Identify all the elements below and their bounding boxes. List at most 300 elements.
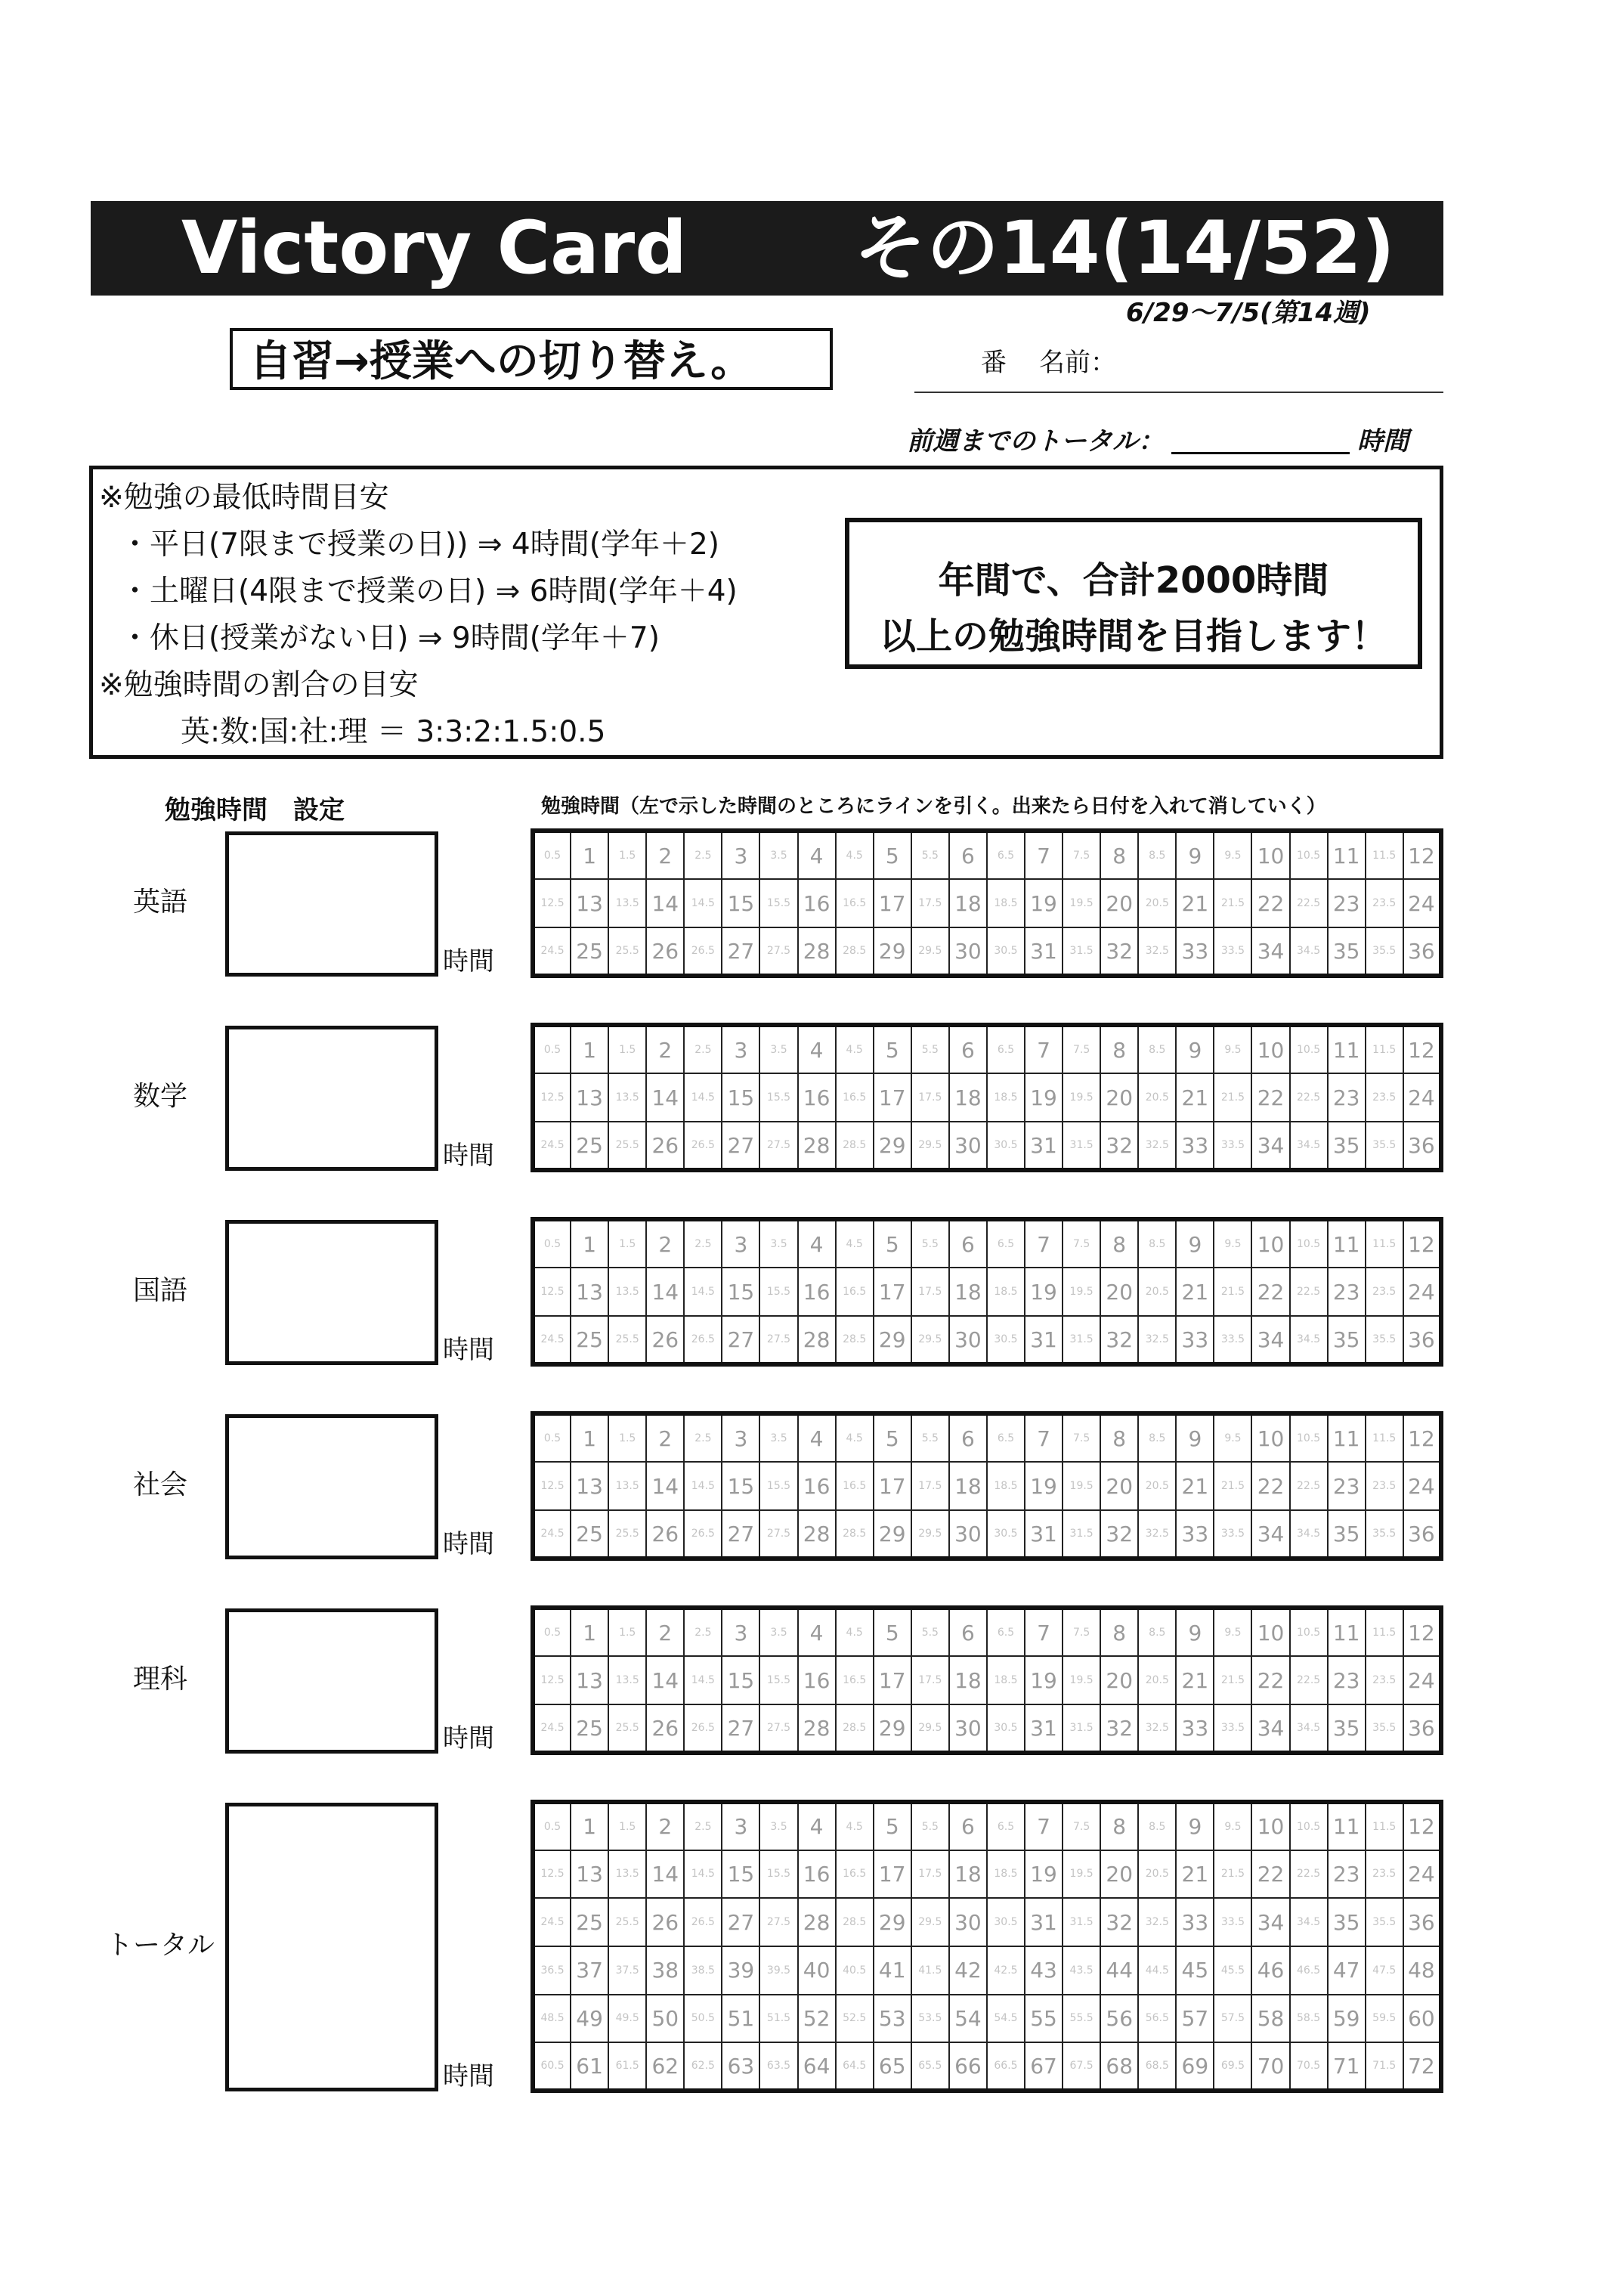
hour-cell[interactable]: 21 <box>1176 879 1214 927</box>
half-hour-cell[interactable]: 4.5 <box>836 1413 874 1462</box>
hour-cell[interactable]: 6 <box>949 1413 987 1462</box>
hour-cell[interactable]: 28 <box>798 1122 836 1170</box>
half-hour-cell[interactable]: 29.5 <box>911 927 949 976</box>
half-hour-cell[interactable]: 17.5 <box>911 1656 949 1704</box>
half-hour-cell[interactable]: 9.5 <box>1214 831 1251 879</box>
half-hour-cell[interactable]: 49.5 <box>608 1995 646 2043</box>
hour-cell[interactable]: 30 <box>949 1898 987 1946</box>
hour-cell[interactable]: 23 <box>1328 1462 1366 1510</box>
half-hour-cell[interactable]: 20.5 <box>1138 879 1176 927</box>
hour-cell[interactable]: 30 <box>949 1122 987 1170</box>
hour-cell[interactable]: 15 <box>722 1073 759 1122</box>
half-hour-cell[interactable]: 16.5 <box>836 1850 874 1899</box>
hour-cell[interactable]: 49 <box>571 1995 608 2043</box>
hour-cell[interactable]: 10 <box>1251 1608 1289 1656</box>
hour-cell[interactable]: 16 <box>798 879 836 927</box>
half-hour-cell[interactable]: 48.5 <box>533 1995 571 2043</box>
half-hour-cell[interactable]: 33.5 <box>1214 1510 1251 1559</box>
half-hour-cell[interactable]: 14.5 <box>684 1850 722 1899</box>
half-hour-cell[interactable]: 31.5 <box>1063 1704 1100 1753</box>
half-hour-cell[interactable]: 4.5 <box>836 831 874 879</box>
hour-cell[interactable]: 32 <box>1100 927 1138 976</box>
hour-cell[interactable]: 29 <box>874 1316 911 1364</box>
hour-cell[interactable]: 30 <box>949 1510 987 1559</box>
half-hour-cell[interactable]: 31.5 <box>1063 1510 1100 1559</box>
half-hour-cell[interactable]: 27.5 <box>759 1510 797 1559</box>
half-hour-cell[interactable]: 7.5 <box>1063 1025 1100 1073</box>
hour-cell[interactable]: 12 <box>1403 1413 1441 1462</box>
half-hour-cell[interactable]: 58.5 <box>1290 1995 1328 2043</box>
half-hour-cell[interactable]: 14.5 <box>684 1462 722 1510</box>
hour-cell[interactable]: 32 <box>1100 1122 1138 1170</box>
half-hour-cell[interactable]: 13.5 <box>608 1850 646 1899</box>
hour-cell[interactable]: 68 <box>1100 2042 1138 2091</box>
half-hour-cell[interactable]: 20.5 <box>1138 1656 1176 1704</box>
hour-cell[interactable]: 14 <box>646 1268 684 1316</box>
hour-cell[interactable]: 30 <box>949 1704 987 1753</box>
half-hour-cell[interactable]: 27.5 <box>759 1898 797 1946</box>
half-hour-cell[interactable]: 25.5 <box>608 1510 646 1559</box>
half-hour-cell[interactable]: 5.5 <box>911 1219 949 1268</box>
hour-cell[interactable]: 27 <box>722 1898 759 1946</box>
half-hour-cell[interactable]: 59.5 <box>1366 1995 1403 2043</box>
half-hour-cell[interactable]: 19.5 <box>1063 1268 1100 1316</box>
half-hour-cell[interactable]: 4.5 <box>836 1219 874 1268</box>
half-hour-cell[interactable]: 32.5 <box>1138 1898 1176 1946</box>
hour-cell[interactable]: 23 <box>1328 879 1366 927</box>
hour-cell[interactable]: 2 <box>646 1608 684 1656</box>
hour-cell[interactable]: 70 <box>1251 2042 1289 2091</box>
half-hour-cell[interactable]: 13.5 <box>608 1462 646 1510</box>
hour-cell[interactable]: 31 <box>1025 1316 1063 1364</box>
half-hour-cell[interactable]: 30.5 <box>987 1316 1025 1364</box>
hour-cell[interactable]: 24 <box>1403 1462 1441 1510</box>
hour-cell[interactable]: 21 <box>1176 1850 1214 1899</box>
half-hour-cell[interactable]: 11.5 <box>1366 1608 1403 1656</box>
half-hour-cell[interactable]: 18.5 <box>987 879 1025 927</box>
hour-cell[interactable]: 31 <box>1025 1704 1063 1753</box>
half-hour-cell[interactable]: 35.5 <box>1366 1704 1403 1753</box>
hour-cell[interactable]: 42 <box>949 1946 987 1995</box>
half-hour-cell[interactable]: 26.5 <box>684 1510 722 1559</box>
half-hour-cell[interactable]: 44.5 <box>1138 1946 1176 1995</box>
hour-cell[interactable]: 66 <box>949 2042 987 2091</box>
hour-cell[interactable]: 36 <box>1403 1122 1441 1170</box>
hour-cell[interactable]: 12 <box>1403 1219 1441 1268</box>
hour-cell[interactable]: 20 <box>1100 1073 1138 1122</box>
half-hour-cell[interactable]: 20.5 <box>1138 1073 1176 1122</box>
hour-cell[interactable]: 4 <box>798 1025 836 1073</box>
half-hour-cell[interactable]: 6.5 <box>987 1608 1025 1656</box>
half-hour-cell[interactable]: 56.5 <box>1138 1995 1176 2043</box>
hour-cell[interactable]: 61 <box>571 2042 608 2091</box>
hour-cell[interactable]: 30 <box>949 927 987 976</box>
hour-cell[interactable]: 41 <box>874 1946 911 1995</box>
hour-cell[interactable]: 21 <box>1176 1268 1214 1316</box>
half-hour-cell[interactable]: 31.5 <box>1063 1898 1100 1946</box>
hour-cell[interactable]: 14 <box>646 879 684 927</box>
half-hour-cell[interactable]: 0.5 <box>533 1413 571 1462</box>
hour-cell[interactable]: 6 <box>949 1802 987 1850</box>
hour-cell[interactable]: 10 <box>1251 1413 1289 1462</box>
half-hour-cell[interactable]: 15.5 <box>759 879 797 927</box>
half-hour-cell[interactable]: 9.5 <box>1214 1219 1251 1268</box>
half-hour-cell[interactable]: 25.5 <box>608 1704 646 1753</box>
hour-cell[interactable]: 15 <box>722 1268 759 1316</box>
hour-cell[interactable]: 36 <box>1403 1510 1441 1559</box>
hour-cell[interactable]: 8 <box>1100 1608 1138 1656</box>
half-hour-cell[interactable]: 22.5 <box>1290 1850 1328 1899</box>
half-hour-cell[interactable]: 22.5 <box>1290 1268 1328 1316</box>
half-hour-cell[interactable]: 19.5 <box>1063 1462 1100 1510</box>
half-hour-cell[interactable]: 27.5 <box>759 1704 797 1753</box>
hour-cell[interactable]: 6 <box>949 1025 987 1073</box>
half-hour-cell[interactable]: 21.5 <box>1214 1850 1251 1899</box>
hour-cell[interactable]: 69 <box>1176 2042 1214 2091</box>
half-hour-cell[interactable]: 37.5 <box>608 1946 646 1995</box>
half-hour-cell[interactable]: 45.5 <box>1214 1946 1251 1995</box>
half-hour-cell[interactable]: 10.5 <box>1290 1608 1328 1656</box>
half-hour-cell[interactable]: 8.5 <box>1138 1025 1176 1073</box>
hour-cell[interactable]: 44 <box>1100 1946 1138 1995</box>
half-hour-cell[interactable]: 11.5 <box>1366 1219 1403 1268</box>
hour-cell[interactable]: 9 <box>1176 1802 1214 1850</box>
half-hour-cell[interactable]: 31.5 <box>1063 1122 1100 1170</box>
half-hour-cell[interactable]: 29.5 <box>911 1316 949 1364</box>
half-hour-cell[interactable]: 23.5 <box>1366 1462 1403 1510</box>
half-hour-cell[interactable]: 1.5 <box>608 1413 646 1462</box>
half-hour-cell[interactable]: 29.5 <box>911 1122 949 1170</box>
hour-cell[interactable]: 16 <box>798 1656 836 1704</box>
hour-cell[interactable]: 29 <box>874 1704 911 1753</box>
half-hour-cell[interactable]: 11.5 <box>1366 1413 1403 1462</box>
hour-cell[interactable]: 26 <box>646 1704 684 1753</box>
half-hour-cell[interactable]: 2.5 <box>684 1219 722 1268</box>
half-hour-cell[interactable]: 22.5 <box>1290 1073 1328 1122</box>
hour-cell[interactable]: 24 <box>1403 1850 1441 1899</box>
hour-cell[interactable]: 11 <box>1328 1608 1366 1656</box>
hour-cell[interactable]: 13 <box>571 1268 608 1316</box>
hour-cell[interactable]: 24 <box>1403 879 1441 927</box>
half-hour-cell[interactable]: 12.5 <box>533 1462 571 1510</box>
hour-cell[interactable]: 33 <box>1176 1898 1214 1946</box>
study-hours-setting-box[interactable] <box>225 831 438 977</box>
half-hour-cell[interactable]: 51.5 <box>759 1995 797 2043</box>
hour-cell[interactable]: 28 <box>798 1704 836 1753</box>
half-hour-cell[interactable]: 38.5 <box>684 1946 722 1995</box>
hour-cell[interactable]: 33 <box>1176 1122 1214 1170</box>
hour-cell[interactable]: 10 <box>1251 1025 1289 1073</box>
half-hour-cell[interactable]: 28.5 <box>836 1704 874 1753</box>
half-hour-cell[interactable]: 16.5 <box>836 1656 874 1704</box>
hour-cell[interactable]: 11 <box>1328 1802 1366 1850</box>
hour-cell[interactable]: 8 <box>1100 1413 1138 1462</box>
half-hour-cell[interactable]: 19.5 <box>1063 879 1100 927</box>
hour-cell[interactable]: 32 <box>1100 1898 1138 1946</box>
half-hour-cell[interactable]: 30.5 <box>987 927 1025 976</box>
hour-cell[interactable]: 14 <box>646 1462 684 1510</box>
hour-cell[interactable]: 46 <box>1251 1946 1289 1995</box>
half-hour-cell[interactable]: 34.5 <box>1290 927 1328 976</box>
hour-cell[interactable]: 17 <box>874 879 911 927</box>
half-hour-cell[interactable]: 40.5 <box>836 1946 874 1995</box>
hour-cell[interactable]: 18 <box>949 1850 987 1899</box>
hour-cell[interactable]: 9 <box>1176 831 1214 879</box>
half-hour-cell[interactable]: 23.5 <box>1366 1073 1403 1122</box>
half-hour-cell[interactable]: 20.5 <box>1138 1268 1176 1316</box>
hour-cell[interactable]: 33 <box>1176 1704 1214 1753</box>
half-hour-cell[interactable]: 36.5 <box>533 1946 571 1995</box>
half-hour-cell[interactable]: 35.5 <box>1366 1510 1403 1559</box>
hour-cell[interactable]: 12 <box>1403 1025 1441 1073</box>
half-hour-cell[interactable]: 62.5 <box>684 2042 722 2091</box>
hour-cell[interactable]: 63 <box>722 2042 759 2091</box>
hour-cell[interactable]: 17 <box>874 1268 911 1316</box>
half-hour-cell[interactable]: 43.5 <box>1063 1946 1100 1995</box>
half-hour-cell[interactable]: 13.5 <box>608 879 646 927</box>
hour-cell[interactable]: 17 <box>874 1462 911 1510</box>
half-hour-cell[interactable]: 33.5 <box>1214 1316 1251 1364</box>
hour-cell[interactable]: 2 <box>646 1802 684 1850</box>
hour-cell[interactable]: 12 <box>1403 1608 1441 1656</box>
half-hour-cell[interactable]: 15.5 <box>759 1850 797 1899</box>
half-hour-cell[interactable]: 69.5 <box>1214 2042 1251 2091</box>
hour-cell[interactable]: 13 <box>571 879 608 927</box>
hour-cell[interactable]: 55 <box>1025 1995 1063 2043</box>
half-hour-cell[interactable]: 30.5 <box>987 1122 1025 1170</box>
half-hour-cell[interactable]: 67.5 <box>1063 2042 1100 2091</box>
hour-cell[interactable]: 7 <box>1025 1219 1063 1268</box>
hour-cell[interactable]: 2 <box>646 831 684 879</box>
half-hour-cell[interactable]: 5.5 <box>911 1608 949 1656</box>
half-hour-cell[interactable]: 1.5 <box>608 1219 646 1268</box>
hour-cell[interactable]: 26 <box>646 927 684 976</box>
hour-cell[interactable]: 15 <box>722 1850 759 1899</box>
half-hour-cell[interactable]: 35.5 <box>1366 1316 1403 1364</box>
half-hour-cell[interactable]: 5.5 <box>911 1802 949 1850</box>
hour-cell[interactable]: 25 <box>571 1316 608 1364</box>
hour-cell[interactable]: 35 <box>1328 927 1366 976</box>
hour-cell[interactable]: 26 <box>646 1122 684 1170</box>
hour-cell[interactable]: 36 <box>1403 1898 1441 1946</box>
hour-cell[interactable]: 6 <box>949 831 987 879</box>
half-hour-cell[interactable]: 0.5 <box>533 1608 571 1656</box>
study-hours-setting-box[interactable] <box>225 1414 438 1559</box>
half-hour-cell[interactable]: 9.5 <box>1214 1802 1251 1850</box>
half-hour-cell[interactable]: 25.5 <box>608 1898 646 1946</box>
half-hour-cell[interactable]: 30.5 <box>987 1704 1025 1753</box>
half-hour-cell[interactable]: 15.5 <box>759 1462 797 1510</box>
hour-cell[interactable]: 22 <box>1251 1850 1289 1899</box>
hour-cell[interactable]: 25 <box>571 1122 608 1170</box>
hour-cell[interactable]: 13 <box>571 1462 608 1510</box>
hour-cell[interactable]: 17 <box>874 1850 911 1899</box>
hour-cell[interactable]: 11 <box>1328 1025 1366 1073</box>
half-hour-cell[interactable]: 70.5 <box>1290 2042 1328 2091</box>
half-hour-cell[interactable]: 33.5 <box>1214 927 1251 976</box>
hour-cell[interactable]: 6 <box>949 1219 987 1268</box>
half-hour-cell[interactable]: 18.5 <box>987 1268 1025 1316</box>
hour-cell[interactable]: 31 <box>1025 1122 1063 1170</box>
half-hour-cell[interactable]: 12.5 <box>533 1268 571 1316</box>
half-hour-cell[interactable]: 8.5 <box>1138 1413 1176 1462</box>
half-hour-cell[interactable]: 28.5 <box>836 1316 874 1364</box>
half-hour-cell[interactable]: 2.5 <box>684 1802 722 1850</box>
half-hour-cell[interactable]: 17.5 <box>911 1462 949 1510</box>
half-hour-cell[interactable]: 17.5 <box>911 879 949 927</box>
half-hour-cell[interactable]: 13.5 <box>608 1268 646 1316</box>
half-hour-cell[interactable]: 46.5 <box>1290 1946 1328 1995</box>
hour-cell[interactable]: 13 <box>571 1656 608 1704</box>
half-hour-cell[interactable]: 6.5 <box>987 1413 1025 1462</box>
hour-cell[interactable]: 17 <box>874 1656 911 1704</box>
hour-cell[interactable]: 54 <box>949 1995 987 2043</box>
half-hour-cell[interactable]: 47.5 <box>1366 1946 1403 1995</box>
hour-cell[interactable]: 2 <box>646 1413 684 1462</box>
half-hour-cell[interactable]: 7.5 <box>1063 1802 1100 1850</box>
half-hour-cell[interactable]: 10.5 <box>1290 1025 1328 1073</box>
half-hour-cell[interactable]: 15.5 <box>759 1073 797 1122</box>
half-hour-cell[interactable]: 31.5 <box>1063 927 1100 976</box>
name-field[interactable] <box>914 339 1443 393</box>
half-hour-cell[interactable]: 26.5 <box>684 1898 722 1946</box>
half-hour-cell[interactable]: 54.5 <box>987 1995 1025 2043</box>
hour-cell[interactable]: 16 <box>798 1850 836 1899</box>
hour-cell[interactable]: 29 <box>874 927 911 976</box>
hour-cell[interactable]: 3 <box>722 1413 759 1462</box>
hour-cell[interactable]: 29 <box>874 1510 911 1559</box>
hour-cell[interactable]: 5 <box>874 1025 911 1073</box>
half-hour-cell[interactable]: 35.5 <box>1366 1898 1403 1946</box>
hour-cell[interactable]: 20 <box>1100 1462 1138 1510</box>
half-hour-cell[interactable]: 9.5 <box>1214 1413 1251 1462</box>
half-hour-cell[interactable]: 20.5 <box>1138 1850 1176 1899</box>
half-hour-cell[interactable]: 30.5 <box>987 1898 1025 1946</box>
hour-cell[interactable]: 33 <box>1176 1316 1214 1364</box>
hour-cell[interactable]: 53 <box>874 1995 911 2043</box>
half-hour-cell[interactable]: 52.5 <box>836 1995 874 2043</box>
hour-cell[interactable]: 51 <box>722 1995 759 2043</box>
half-hour-cell[interactable]: 57.5 <box>1214 1995 1251 2043</box>
hour-cell[interactable]: 20 <box>1100 1850 1138 1899</box>
half-hour-cell[interactable]: 16.5 <box>836 1462 874 1510</box>
half-hour-cell[interactable]: 29.5 <box>911 1510 949 1559</box>
hour-cell[interactable]: 24 <box>1403 1073 1441 1122</box>
half-hour-cell[interactable]: 9.5 <box>1214 1025 1251 1073</box>
hour-cell[interactable]: 22 <box>1251 1462 1289 1510</box>
study-hours-setting-box[interactable] <box>225 1608 438 1754</box>
hour-cell[interactable]: 18 <box>949 879 987 927</box>
hour-cell[interactable]: 19 <box>1025 1656 1063 1704</box>
half-hour-cell[interactable]: 20.5 <box>1138 1462 1176 1510</box>
half-hour-cell[interactable]: 12.5 <box>533 879 571 927</box>
hour-cell[interactable]: 1 <box>571 1025 608 1073</box>
half-hour-cell[interactable]: 14.5 <box>684 879 722 927</box>
hour-cell[interactable]: 26 <box>646 1316 684 1364</box>
half-hour-cell[interactable]: 7.5 <box>1063 1608 1100 1656</box>
hour-cell[interactable]: 40 <box>798 1946 836 1995</box>
hour-cell[interactable]: 9 <box>1176 1413 1214 1462</box>
half-hour-cell[interactable]: 25.5 <box>608 927 646 976</box>
half-hour-cell[interactable]: 6.5 <box>987 1219 1025 1268</box>
hour-cell[interactable]: 28 <box>798 1316 836 1364</box>
half-hour-cell[interactable]: 10.5 <box>1290 1413 1328 1462</box>
half-hour-cell[interactable]: 10.5 <box>1290 831 1328 879</box>
half-hour-cell[interactable]: 9.5 <box>1214 1608 1251 1656</box>
hour-cell[interactable]: 50 <box>646 1995 684 2043</box>
half-hour-cell[interactable]: 10.5 <box>1290 1802 1328 1850</box>
half-hour-cell[interactable]: 29.5 <box>911 1898 949 1946</box>
half-hour-cell[interactable]: 32.5 <box>1138 1704 1176 1753</box>
half-hour-cell[interactable]: 19.5 <box>1063 1656 1100 1704</box>
hour-cell[interactable]: 47 <box>1328 1946 1366 1995</box>
half-hour-cell[interactable]: 27.5 <box>759 927 797 976</box>
study-hours-setting-box[interactable] <box>225 1026 438 1171</box>
half-hour-cell[interactable]: 50.5 <box>684 1995 722 2043</box>
half-hour-cell[interactable]: 22.5 <box>1290 879 1328 927</box>
hour-cell[interactable]: 30 <box>949 1316 987 1364</box>
half-hour-cell[interactable]: 2.5 <box>684 1413 722 1462</box>
study-hours-setting-box[interactable] <box>225 1220 438 1365</box>
hour-cell[interactable]: 23 <box>1328 1073 1366 1122</box>
half-hour-cell[interactable]: 63.5 <box>759 2042 797 2091</box>
hour-cell[interactable]: 35 <box>1328 1898 1366 1946</box>
half-hour-cell[interactable]: 68.5 <box>1138 2042 1176 2091</box>
hour-cell[interactable]: 2 <box>646 1025 684 1073</box>
half-hour-cell[interactable]: 22.5 <box>1290 1656 1328 1704</box>
half-hour-cell[interactable]: 1.5 <box>608 1802 646 1850</box>
half-hour-cell[interactable]: 24.5 <box>533 1316 571 1364</box>
hour-cell[interactable]: 4 <box>798 1802 836 1850</box>
half-hour-cell[interactable]: 16.5 <box>836 879 874 927</box>
hour-cell[interactable]: 8 <box>1100 1025 1138 1073</box>
hour-cell[interactable]: 29 <box>874 1898 911 1946</box>
half-hour-cell[interactable]: 21.5 <box>1214 1462 1251 1510</box>
hour-cell[interactable]: 4 <box>798 1413 836 1462</box>
hour-cell[interactable]: 16 <box>798 1462 836 1510</box>
half-hour-cell[interactable]: 34.5 <box>1290 1122 1328 1170</box>
half-hour-cell[interactable]: 16.5 <box>836 1268 874 1316</box>
hour-cell[interactable]: 27 <box>722 1122 759 1170</box>
half-hour-cell[interactable]: 34.5 <box>1290 1704 1328 1753</box>
half-hour-cell[interactable]: 32.5 <box>1138 927 1176 976</box>
hour-cell[interactable]: 28 <box>798 1510 836 1559</box>
hour-cell[interactable]: 4 <box>798 1219 836 1268</box>
half-hour-cell[interactable]: 24.5 <box>533 1898 571 1946</box>
hour-cell[interactable]: 62 <box>646 2042 684 2091</box>
hour-cell[interactable]: 8 <box>1100 1802 1138 1850</box>
half-hour-cell[interactable]: 8.5 <box>1138 1219 1176 1268</box>
half-hour-cell[interactable]: 10.5 <box>1290 1219 1328 1268</box>
hour-cell[interactable]: 25 <box>571 1898 608 1946</box>
hour-cell[interactable]: 1 <box>571 1413 608 1462</box>
hour-cell[interactable]: 65 <box>874 2042 911 2091</box>
hour-cell[interactable]: 18 <box>949 1073 987 1122</box>
hour-cell[interactable]: 8 <box>1100 1219 1138 1268</box>
hour-cell[interactable]: 5 <box>874 1608 911 1656</box>
hour-cell[interactable]: 22 <box>1251 879 1289 927</box>
hour-cell[interactable]: 24 <box>1403 1656 1441 1704</box>
hour-cell[interactable]: 31 <box>1025 927 1063 976</box>
hour-cell[interactable]: 14 <box>646 1656 684 1704</box>
hour-cell[interactable]: 33 <box>1176 1510 1214 1559</box>
half-hour-cell[interactable]: 24.5 <box>533 1510 571 1559</box>
hour-cell[interactable]: 35 <box>1328 1122 1366 1170</box>
hour-cell[interactable]: 3 <box>722 1608 759 1656</box>
half-hour-cell[interactable]: 19.5 <box>1063 1073 1100 1122</box>
half-hour-cell[interactable]: 3.5 <box>759 1025 797 1073</box>
half-hour-cell[interactable]: 25.5 <box>608 1316 646 1364</box>
